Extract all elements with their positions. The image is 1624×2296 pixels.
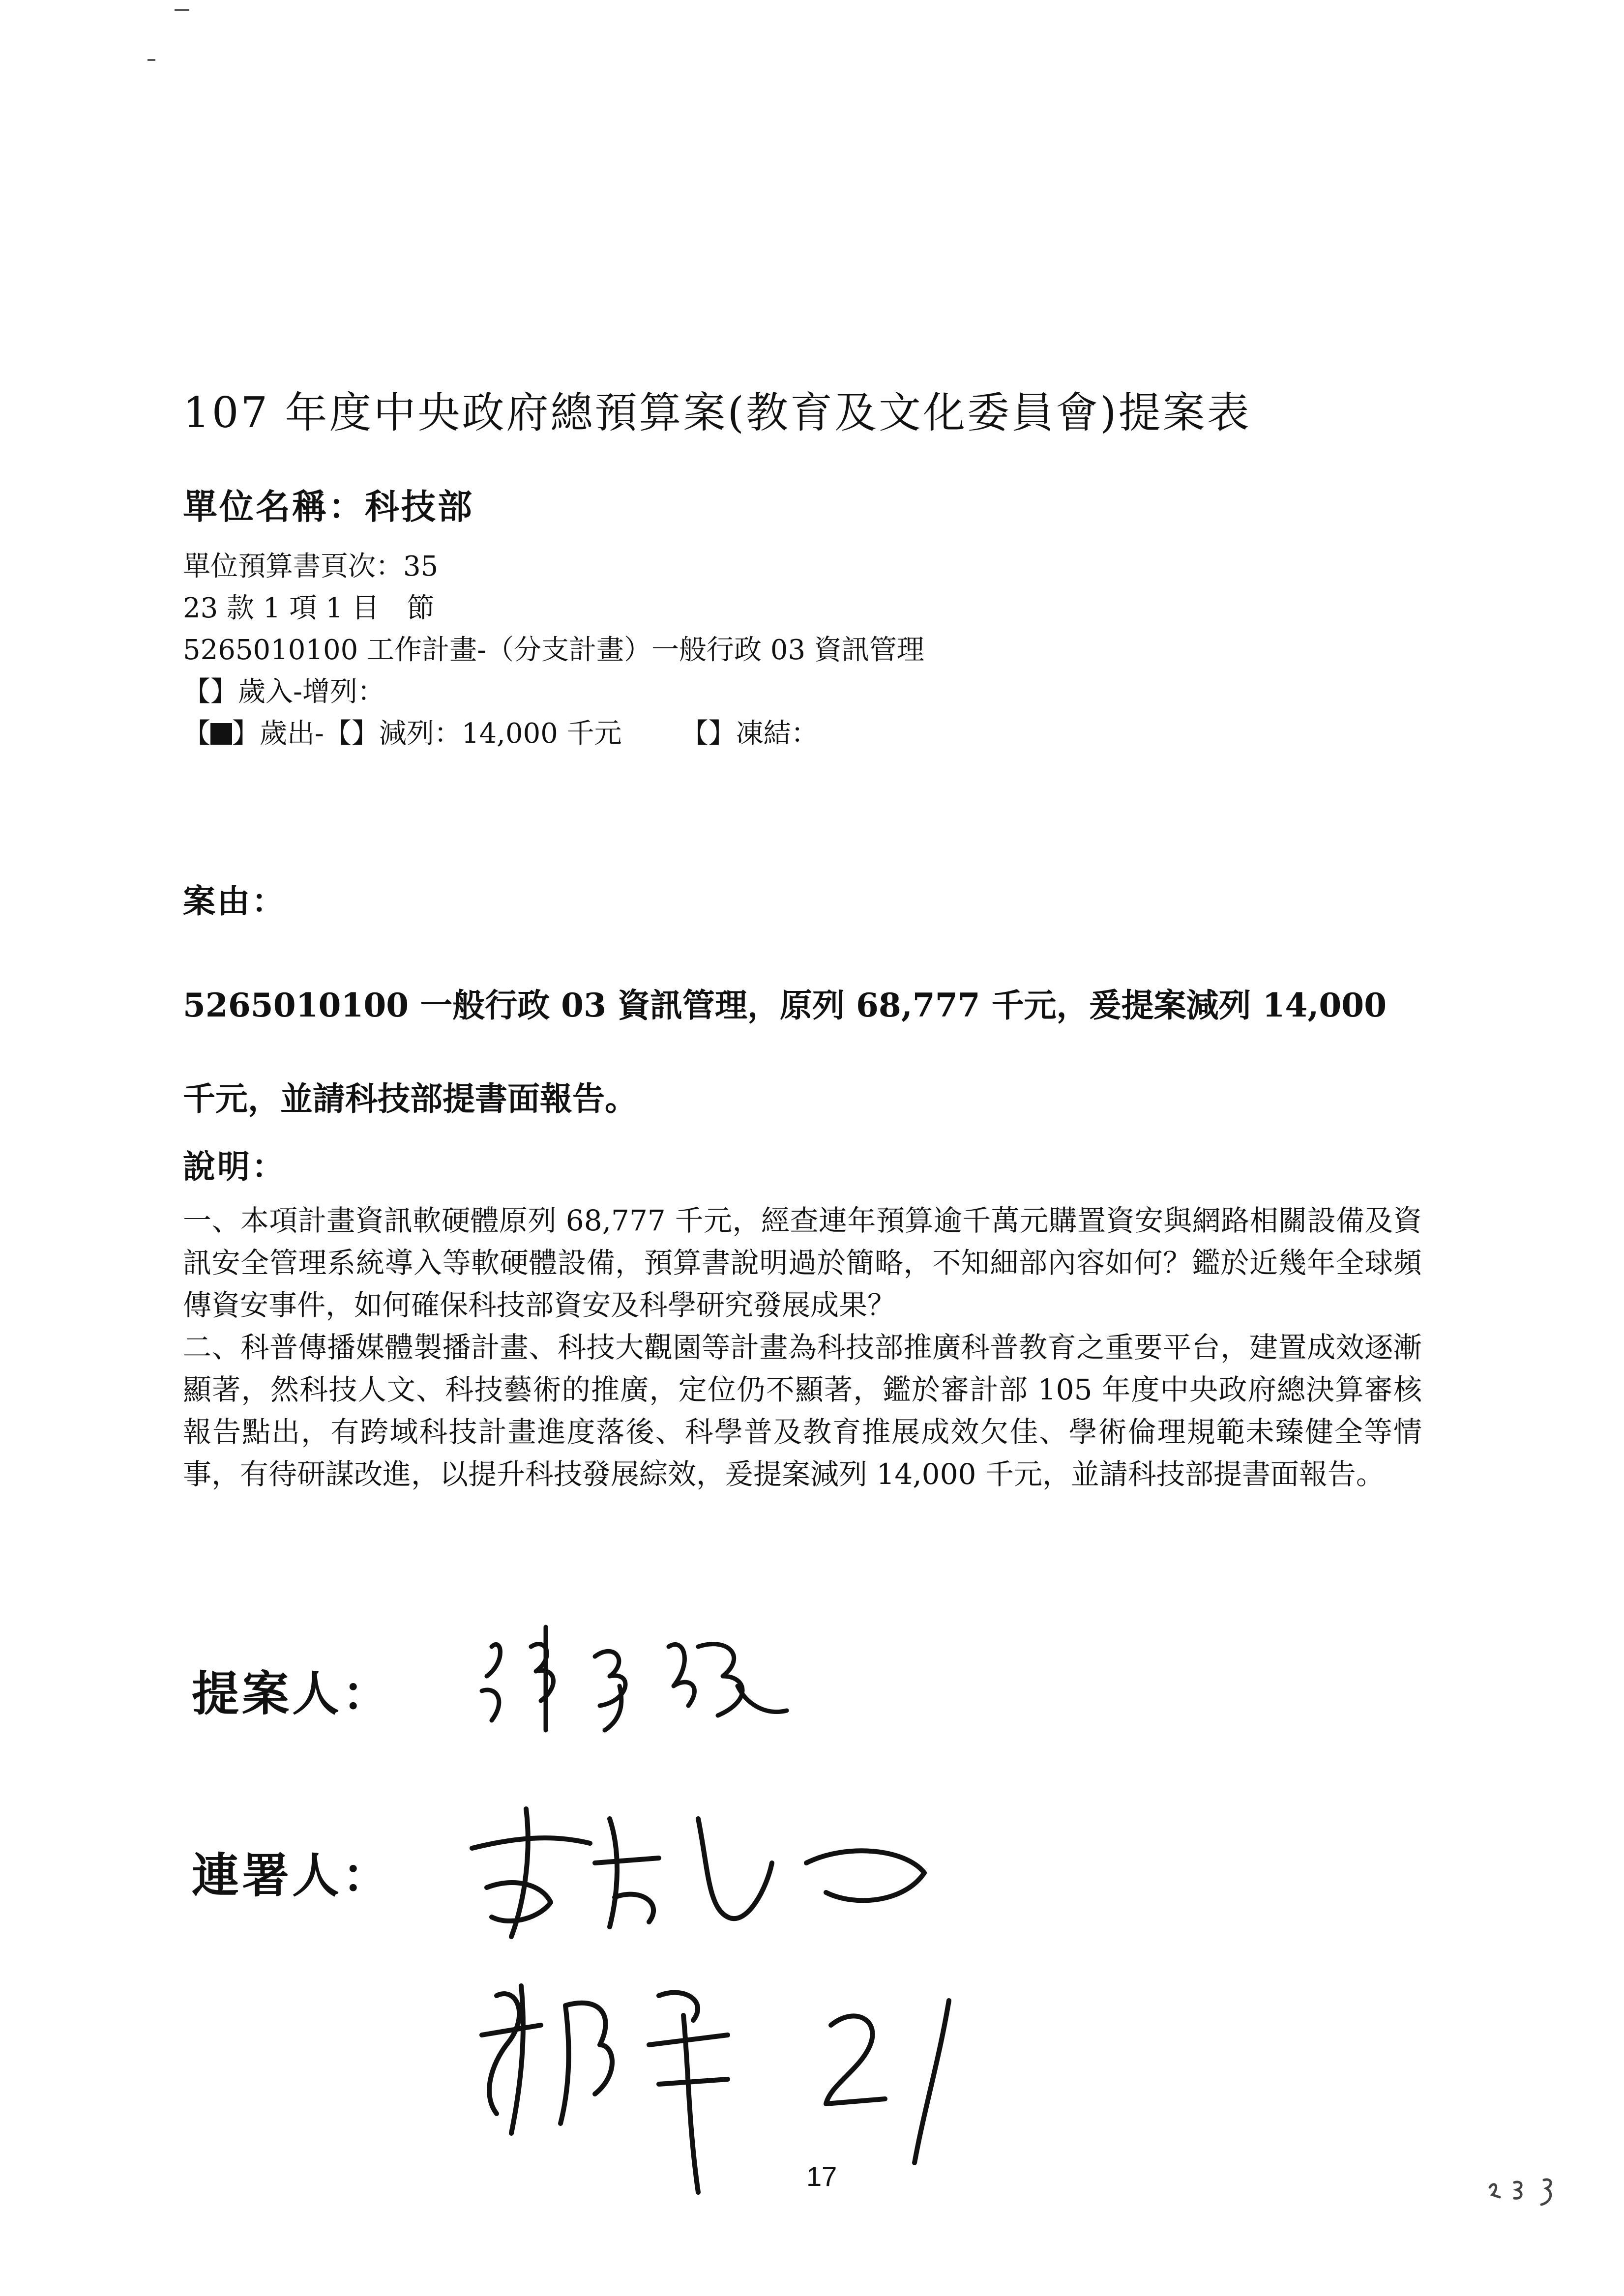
page-number: 17 bbox=[806, 2161, 837, 2192]
explanation-paragraph: 一、本項計畫資訊軟硬體原列 68,777 千元，經查連年預算逾千萬元購置資安與網路相關設備及資訊安全管理系統導入等軟硬體設備，預算書說明過於簡略，不知細部內容如何？鑑於近幾年全球頻傳資安事件，如何確保科技部資安及科學研究發展成果？ bbox=[183, 1204, 1422, 1322]
explanation-paragraph: 二、科普傳播媒體製播計畫、科技大觀園等計畫為科技部推廣科普教育之重要平台，建置成效逐漸顯著，然科技人文、科技藝術的推廣，定位仍不顯著，鑑於審計部 105 年度中央政府總決算審核報告點出，有跨域科技計畫進度落後、科學普及教育推展成效欠佳、學術倫理規範未臻健全等情事，有待研謀改進，以提升科技發展綜效，爰提案減列 14,000 千元，並請科技部提書面報告。 bbox=[183, 1331, 1422, 1491]
expenditure-line bbox=[183, 713, 924, 755]
cosigner-label: 連署人： bbox=[192, 1848, 392, 1903]
reason-label: 案由： bbox=[183, 882, 286, 920]
explanation-body bbox=[183, 1199, 1422, 1495]
expenditure-reduction: 】歲出-【】減列：14,000 千元 bbox=[232, 718, 622, 750]
cosigner-signatures bbox=[452, 1789, 1042, 2232]
reason-line: 5265010100 一般行政 03 資訊管理，原列 68,777 千元，爰提案減列 14,000 bbox=[183, 986, 1387, 1024]
reason-line: 千元，並請科技部提書面報告。 bbox=[183, 1079, 637, 1118]
work-plan: 5265010100 工作計畫-（分支計畫）一般行政 03 資訊管理 bbox=[183, 634, 924, 666]
scan-mark bbox=[148, 59, 155, 61]
unit-name: 單位名稱：科技部 bbox=[183, 486, 474, 527]
explanation-label: 說明： bbox=[183, 1147, 286, 1186]
revenue-increase: 【】歲入-增列： bbox=[183, 676, 385, 708]
reason-body bbox=[183, 959, 1442, 1145]
item-reference: 23 款 1 項 1 目 節 bbox=[183, 592, 435, 624]
document-title: 107 年度中央政府總預算案(教育及文化委員會)提案表 bbox=[183, 388, 1251, 437]
checked-box bbox=[210, 723, 232, 745]
freeze-field: 【】凍結： bbox=[680, 718, 819, 750]
proposer-label: 提案人： bbox=[192, 1666, 392, 1721]
page-reference: 單位預算書頁次：35 bbox=[183, 551, 439, 582]
margin-scribble bbox=[1485, 2168, 1583, 2212]
scan-mark bbox=[175, 9, 189, 11]
budget-meta bbox=[183, 546, 924, 755]
expenditure-prefix: 【 bbox=[183, 718, 210, 750]
proposer-signature bbox=[472, 1617, 826, 1745]
